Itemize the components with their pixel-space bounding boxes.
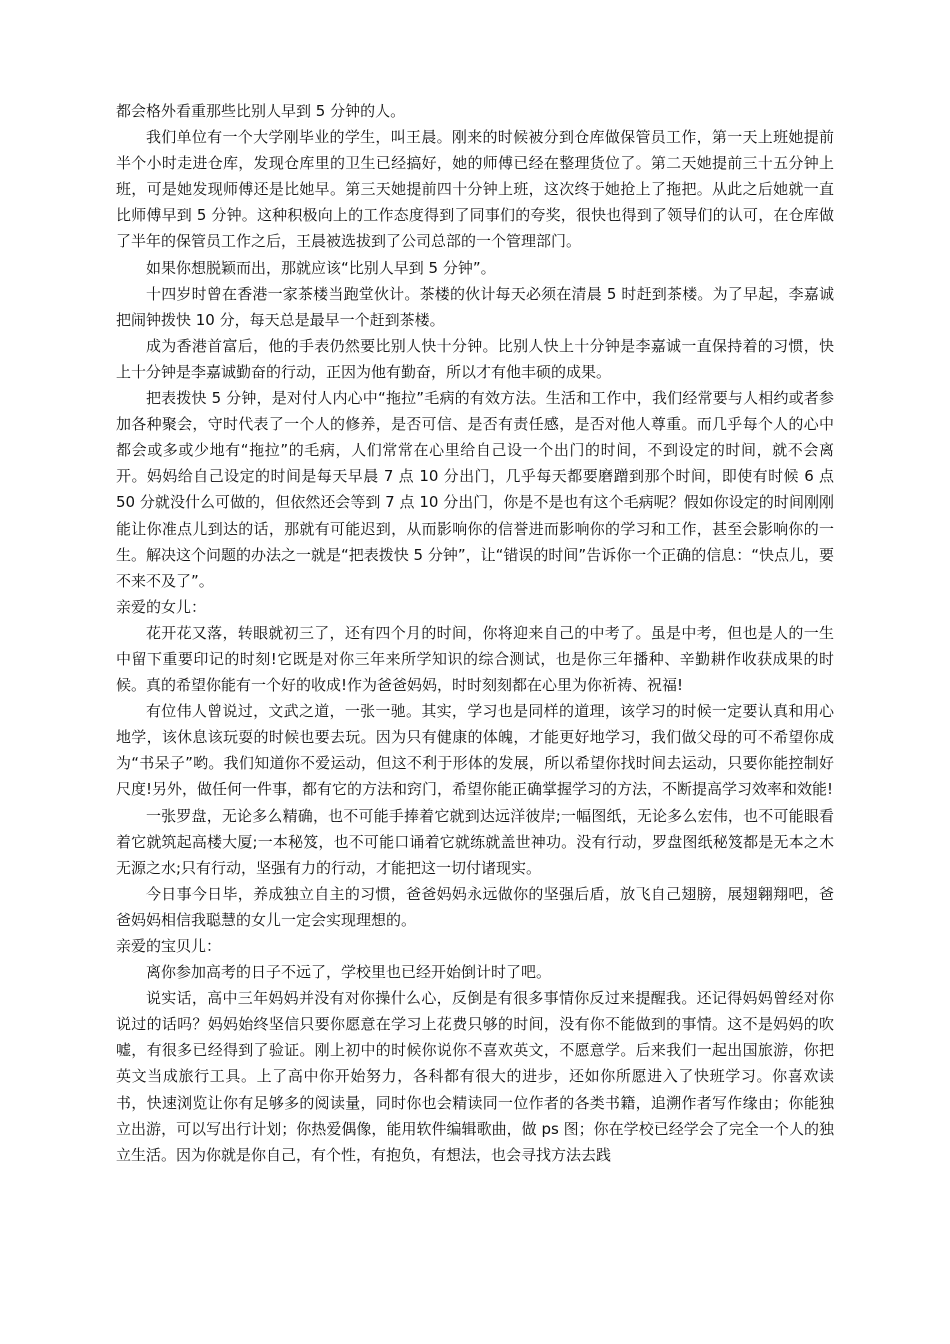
salutation-daughter: 亲爱的女儿：: [116, 597, 207, 616]
paragraph-4: 十四岁时曾在香港一家茶楼当跑堂伙计。茶楼的伙计每天必须在清晨 5 时赶到茶楼。为了早起，李嘉诚把闹钟拨快 10 分，每天总是最早一个赶到茶楼。: [116, 284, 834, 329]
paragraph-9: 一张罗盘，无论多么精确，也不可能手捧着它就到达远洋彼岸;一幅图纸，无论多么宏伟，也不可能眼看着它就筑起高楼大厦;一本秘笈，也不可能口诵着它就练就盖世神功。没有行动，罗盘图纸秘笈都是无本之木无源之水;只有行动，坚强有力的行动，才能把这一切付诸现实。: [116, 806, 834, 877]
paragraph-10: 今日事今日毕，养成独立自主的习惯，爸爸妈妈永远做你的坚强后盾，放飞自己翅膀，展翅翱翔吧，爸爸妈妈相信我聪慧的女儿一定会实现理想的。: [116, 884, 834, 929]
paragraph-11: 离你参加高考的日子不远了，学校里也已经开始倒计时了吧。: [146, 963, 552, 982]
paragraph-5: 成为香港首富后，他的手表仍然要比别人快十分钟。比别人快上十分钟是李嘉诚一直保持着的习惯，快上十分钟是李嘉诚勤奋的行动，正因为他有勤奋，所以才有他丰硕的成果。: [116, 336, 834, 381]
paragraph-1: 都会格外看重那些比别人早到 5 分钟的人。: [116, 102, 406, 120]
paragraph-8: 有位伟人曾说过，文武之道，一张一驰。其实，学习也是同样的道理，该学习的时候一定要认真和用心地学，该休息该玩耍的时候也要去玩。因为只有健康的体魄，才能更好地学习，我们做父母的可不希望你成为“书呆子”哟。我们知道你不爱运动，但这不利于形体的发展，所以希望你找时间去运动，只要你能控制好尺度!另外，做任何一件事，都有它的方法和窍门，希望你能正确掌握学习的方法，不断提高学习效率和效能!: [116, 702, 834, 799]
salutation-baby: 亲爱的宝贝儿：: [116, 937, 222, 955]
paragraph-2: 我们单位有一个大学刚毕业的学生，叫王晨。刚来的时候被分到仓库做保管员工作，第一天上班她提前半个小时走进仓库，发现仓库里的卫生已经搞好，她的师傅已经在整理货位了。第二天她提前三十五分钟上班，可是她发现师傅还是比她早。第三天她提前四十分钟上班，这次终于她抢上了拖把。从此之后她就一直比师傅早到 5 分钟。这种积极向上的工作态度得到了同事们的夸奖，很快也得到了领导们的认可，在仓库做了半年的保管员工作之后，王晨被选拔到了公司总部的一个管理部门。: [116, 128, 834, 251]
paragraph-7: 花开花又落，转眼就初三了，还有四个月的时间，你将迎来自己的中考了。虽是中考，但也是人的一生中留下重要印记的时刻!它既是对你三年来所学知识的综合测试，也是你三年播种、辛勤耕作收获成果的时候。真的希望你能有一个好的收成!作为爸爸妈妈，时时刻刻都在心里为你祈祷、祝福!: [116, 623, 834, 695]
document-page: [116, 98, 834, 1168]
paragraph-6: 把表拨快 5 分钟，是对付人内心中“拖拉”毛病的有效方法。生活和工作中，我们经常要与人相约或者参加各种聚会，守时代表了一个人的修养，是否可信、是否有责任感，是否对他人尊重。而几乎每个人的心中都会或多或少地有“拖拉”的毛病，人们常常在心里给自己设一个出门的时间，不到设定的时间，就不会离开。妈妈给自己设定的时间是每天早晨 7 点 10 分出门，几乎每天都要磨蹭到那个时间，即使有时候 6 点 50 分就没什么可做的，但依然还会等到 7 点 10 分出门，你是不是也有这个毛病呢？假如你设定的时间刚刚能让你准点儿到达的话，那就有可能迟到，从而影响你的信誉进而影响你的学习和工作，甚至会影响你的一生。解决这个问题的办法之一就是“把表拨快 5 分钟”，让“错误的时间”告诉你一个正确的信息：“快点儿，要不来不及了”。: [116, 389, 834, 590]
paragraph-3: 如果你想脱颖而出，那就应该“比别人早到 5 分钟”。: [146, 258, 496, 277]
paragraph-12: 说实话，高中三年妈妈并没有对你操什么心，反倒是有很多事情你反过来提醒我。还记得妈妈曾经对你说过的话吗？妈妈始终坚信只要你愿意在学习上花费只够的时间，没有你不能做到的事情。这不是妈妈的吹嘘，有很多已经得到了验证。刚上初中的时候你说你不喜欢英文，不愿意学。后来我们一起出国旅游，你把英文当成旅行工具。上了高中你开始努力，各科都有很大的进步，还如你所愿进入了快班学习。你喜欢读书，快速浏览让你有足够多的阅读量，同时你也会精读同一位作者的各类书籍，追溯作者写作缘由；你能独立出游，可以写出行计划；你热爱偶像，能用软件编辑歌曲，做 ps 图；你在学校已经学会了完全一个人的独立生活。因为你就是你自己，有个性，有抱负，有想法，也会寻找方法去践: [116, 989, 834, 1164]
